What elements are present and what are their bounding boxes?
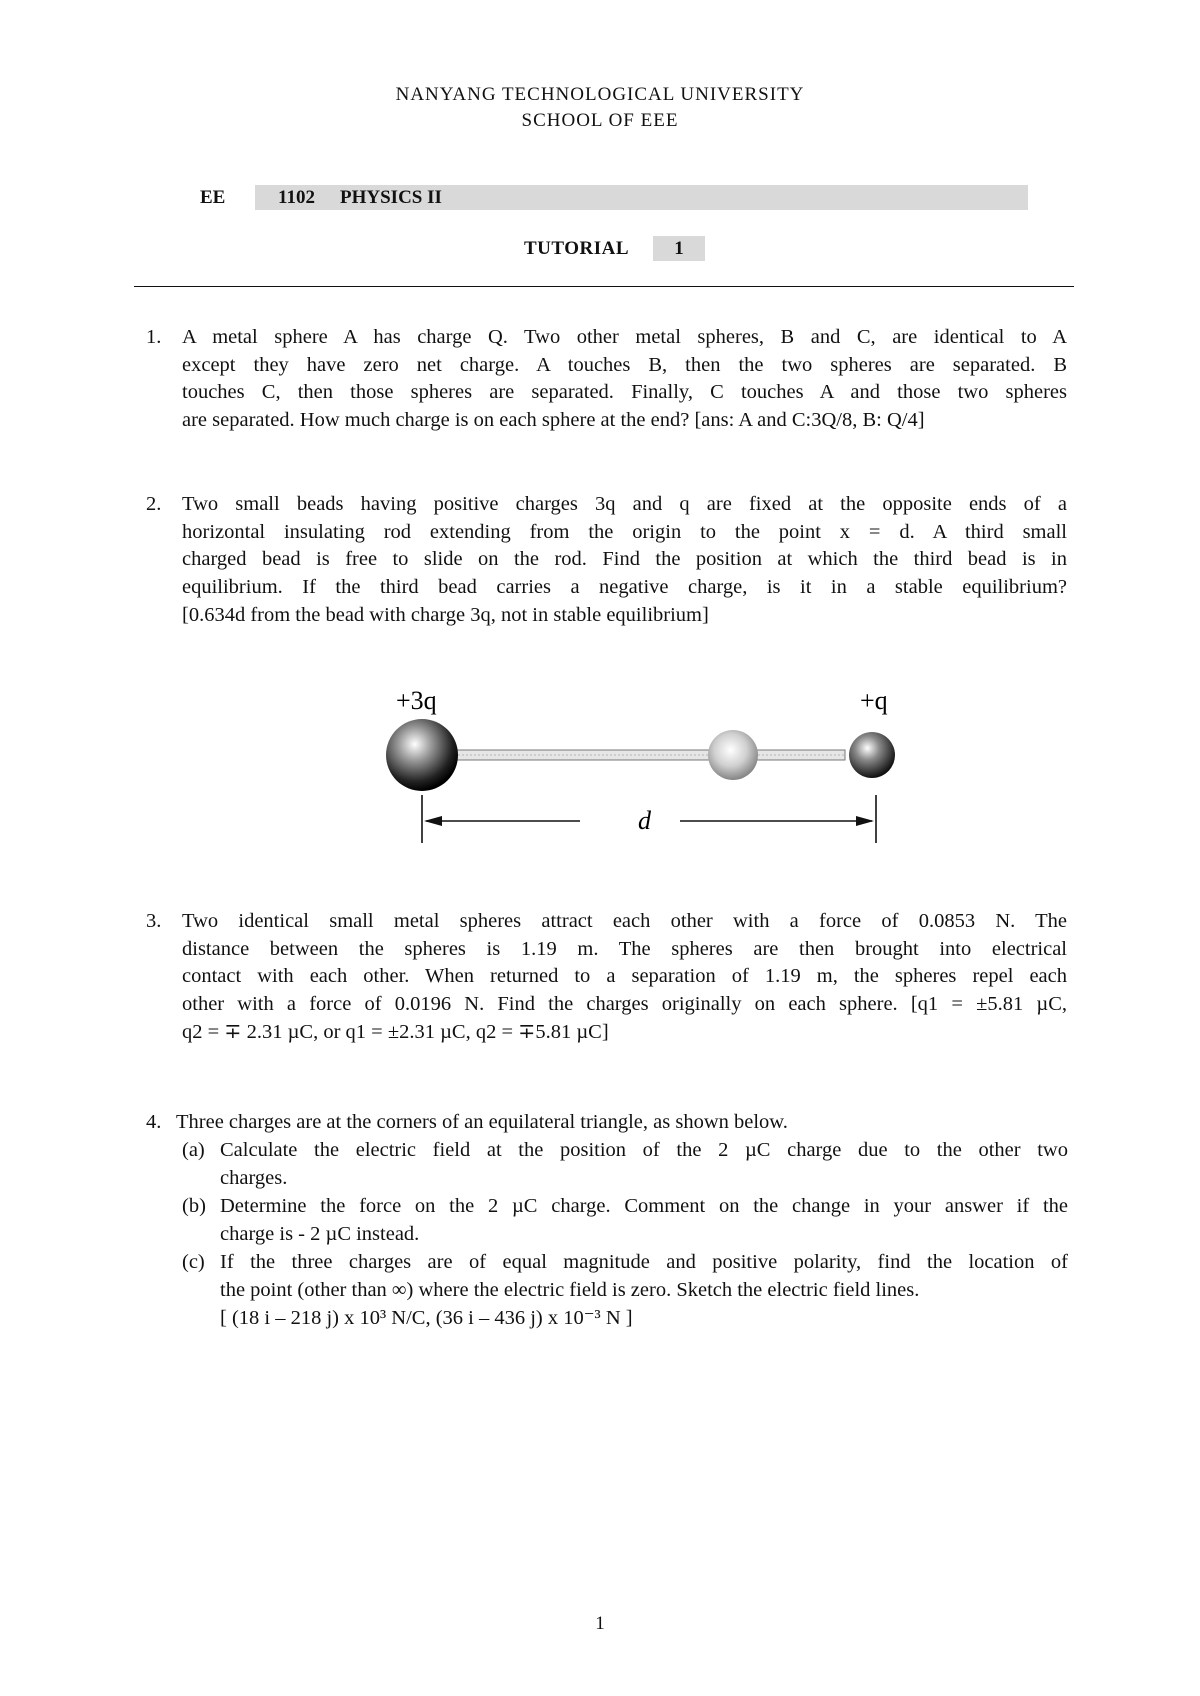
tutorial-label: TUTORIAL <box>524 238 630 259</box>
bead-3q <box>386 719 458 791</box>
part-a-text <box>220 1136 1068 1192</box>
part-a-label: (a) <box>182 1139 205 1161</box>
bead-q <box>849 732 895 778</box>
question-line: Two identical small metal spheres attract each other with a force of 0.0853 N. The <box>182 910 1067 932</box>
question-line: q2 = ∓ 2.31 µC, or q1 = ±2.31 µC, q2 = ∓5.81 µC] <box>182 1020 609 1043</box>
question-2-text <box>182 491 1067 630</box>
question-line: If the three charges are of equal magnitude and positive polarity, find the location of <box>220 1251 1068 1273</box>
right-charge-label: +q <box>860 686 888 715</box>
part-c-text <box>220 1248 1068 1304</box>
question-line: other with a force of 0.0196 N. Find the charges originally on each sphere. [q1 = ±5.81 µC, <box>182 993 1067 1016</box>
page-number: 1 <box>595 1613 605 1634</box>
question-line: A metal sphere A has charge Q. Two other metal spheres, B and C, are identical to A <box>182 326 1067 348</box>
question-line: Two small beads having positive charges 3q and q are fixed at the opposite ends of a <box>182 493 1067 515</box>
question-1-number: 1. <box>146 326 162 348</box>
part-b-label: (b) <box>182 1195 206 1217</box>
question-line: touches C, then those spheres are separated. Finally, C touches A and those two spheres <box>182 381 1067 404</box>
course-number: 1102 <box>278 187 315 208</box>
question-line: horizontal insulating rod extending from the origin to the point x = d. A third small <box>182 520 1067 543</box>
header-divider <box>134 286 1074 287</box>
course-title: PHYSICS II <box>340 187 442 208</box>
part-b-text <box>220 1192 1068 1248</box>
question-line: except they have zero net charge. A touches B, then the two spheres are separated. B <box>182 353 1067 376</box>
question-line: distance between the spheres is 1.19 m. The spheres are then brought into electrical <box>182 937 1067 960</box>
question-line: Determine the force on the 2 µC charge. Comment on the change in your answer if the <box>220 1195 1068 1217</box>
part-c-label: (c) <box>182 1251 205 1273</box>
university-name: NANYANG TECHNOLOGICAL UNIVERSITY <box>395 84 805 105</box>
question-line: the point (other than ∞) where the electric field is zero. Sketch the electric field lines. <box>220 1279 920 1301</box>
question-3-number: 3. <box>146 910 162 932</box>
question-line: Calculate the electric field at the position of the 2 µC charge due to the other two <box>220 1139 1068 1161</box>
question-4-answer: [ (18 i – 218 j) x 10³ N/C, (36 i – 436 j) x 10⁻³ N ] <box>220 1307 633 1329</box>
distance-label: d <box>638 806 651 835</box>
third-bead <box>708 730 758 780</box>
question-3-text <box>182 908 1067 1047</box>
question-4-intro: Three charges are at the corners of an equilateral triangle, as shown below. <box>176 1111 788 1133</box>
question-line: are separated. How much charge is on each sphere at the end? [ans: A and C:3Q/8, B: Q/4] <box>182 409 925 432</box>
question-line: charge is - 2 µC instead. <box>220 1223 420 1245</box>
question-line: charged bead is free to slide on the rod. Find the position at which the third bead is in <box>182 548 1067 571</box>
question-4-number: 4. <box>146 1111 162 1133</box>
question-line: equilibrium. If the third bead carries a negative charge, is it in a stable equilibrium? <box>182 576 1067 599</box>
question-1-text <box>182 324 1067 435</box>
question-line: contact with each other. When returned to a separation of 1.19 m, the spheres repel each <box>182 965 1067 988</box>
question-2-number: 2. <box>146 493 162 515</box>
course-prefix: EE <box>200 187 226 208</box>
school-name: SCHOOL OF EEE <box>521 110 679 131</box>
question-line: charges. <box>220 1167 288 1189</box>
tutorial-number: 1 <box>674 238 684 259</box>
left-charge-label: +3q <box>396 686 437 715</box>
beads-on-rod-figure <box>370 675 910 855</box>
question-line: [0.634d from the bead with charge 3q, not in stable equilibrium] <box>182 603 709 626</box>
